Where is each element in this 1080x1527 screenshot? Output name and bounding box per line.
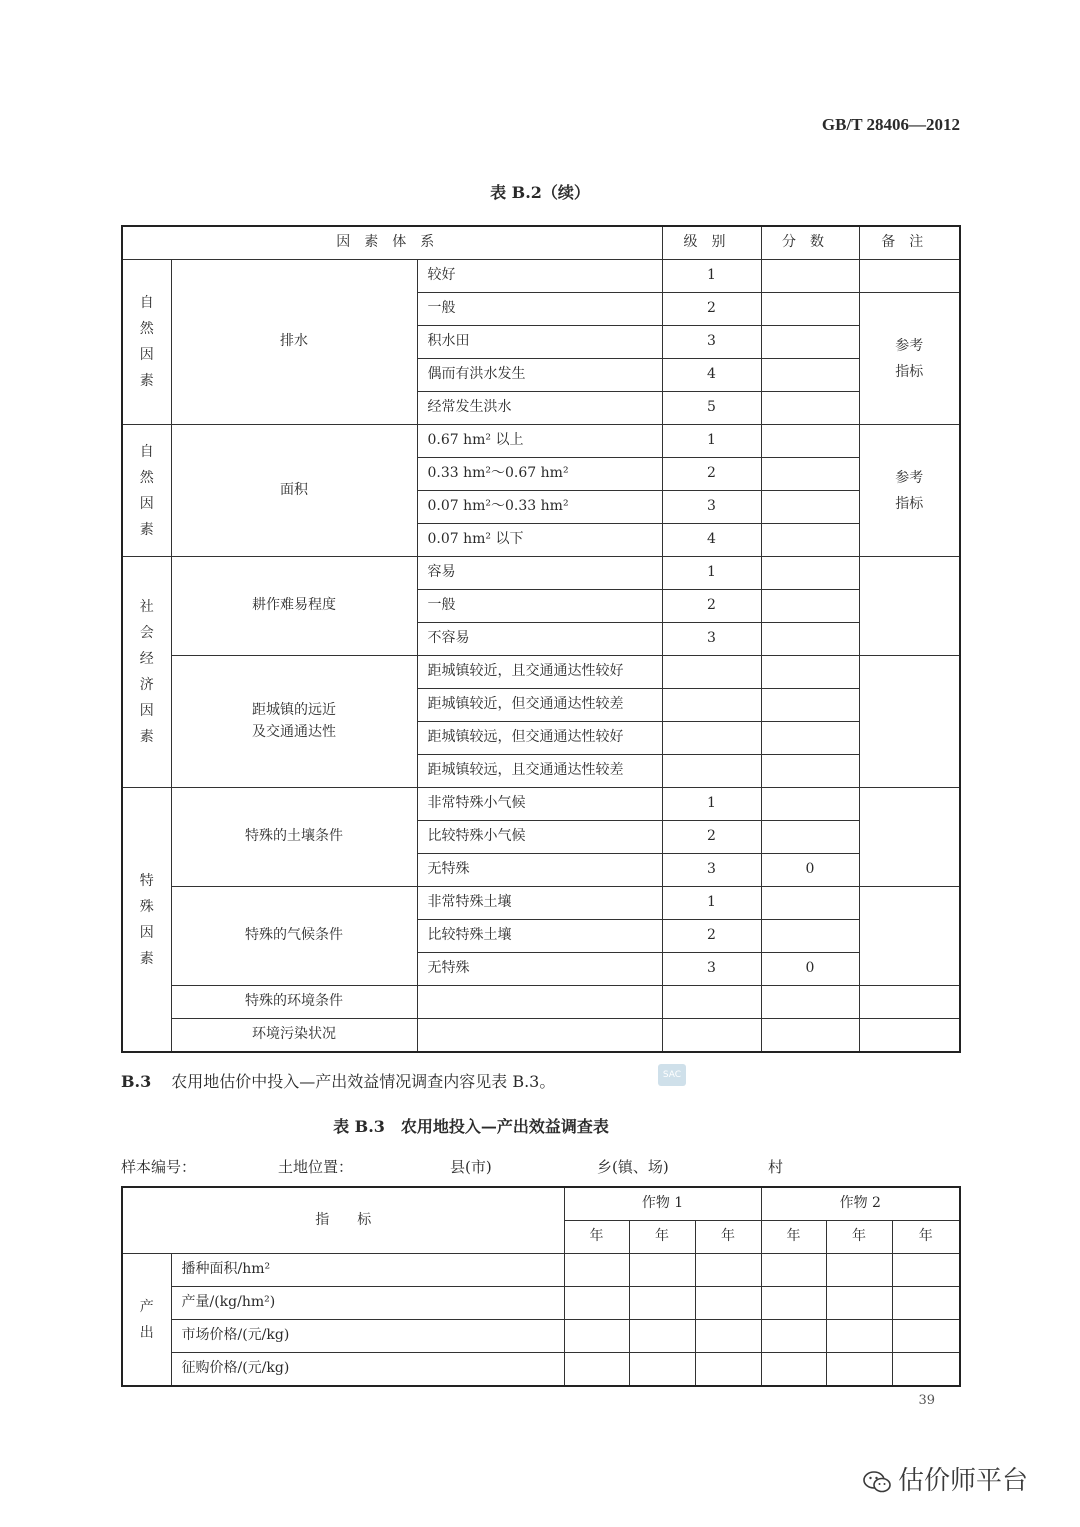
table-row: 比较特殊小气候 [417,821,662,854]
level-cell: 3 [662,491,761,524]
page-number: 39 [918,1393,935,1408]
score-cell: 0 [761,953,859,986]
table-row: 偶而有洪水发生 [417,359,662,392]
score-cell: 0 [761,854,859,887]
header-year: 年 [564,1221,629,1254]
score-cell [761,689,859,722]
table-row: 非常特殊土壤 [417,887,662,920]
table-row: 经常发生洪水 [417,392,662,425]
table-row: 距城镇较近，但交通通达性较差 [417,689,662,722]
score-cell [761,986,859,1019]
remark-cell [859,260,960,293]
factor-drainage: 排水 [171,260,417,425]
table-row: 0.07 hm² 以下 [417,524,662,557]
header-crop1: 作物 1 [564,1187,761,1221]
watermark-text: 估价师平台 [898,1466,1029,1496]
level-cell [662,986,761,1019]
table-row: 距城镇较远，但交通通达性较好 [417,722,662,755]
header-year: 年 [629,1221,695,1254]
group-social: 社会经济因素 [122,557,171,788]
level-cell: 2 [662,920,761,953]
header-score: 分数 [761,226,859,260]
table-row: 播种面积/hm² [171,1254,564,1287]
remark-cell [859,656,960,788]
score-cell [761,788,859,821]
score-cell [761,1019,859,1053]
factor-environment: 特殊的环境条件 [171,986,417,1019]
header-level: 级别 [662,226,761,260]
score-cell [761,458,859,491]
header-factor-system: 因素体系 [122,226,662,260]
group-output: 产出 [122,1254,171,1387]
level-cell: 1 [662,557,761,590]
score-cell [761,920,859,953]
score-cell [761,260,859,293]
factor-distance [171,656,417,788]
header-indicator: 指 标 [122,1187,564,1254]
score-cell [761,755,859,788]
table-row: 一般 [417,293,662,326]
score-cell [761,524,859,557]
table-row: 无特殊 [417,854,662,887]
table-b2 [121,225,961,1053]
table-row: 0.33 hm²～0.67 hm² [417,458,662,491]
sac-stamp-icon: SAC [658,1064,686,1086]
level-cell: 1 [662,425,761,458]
section-text: 农用地估价中投入—产出效益情况调查内容见表 B.3。 [171,1072,556,1091]
meta-sample-no: 样本编号： [121,1158,197,1176]
remark-cell [859,557,960,656]
remark-cell [859,1019,960,1053]
table-row: 距城镇较远，且交通通达性较差 [417,755,662,788]
level-cell: 3 [662,953,761,986]
section-b3-paragraph [121,1069,555,1092]
table-row: 积水田 [417,326,662,359]
table-row: 容易 [417,557,662,590]
meta-county: 县(市) [450,1158,492,1176]
remark-reference: 参考指标 [859,293,960,425]
level-cell [662,689,761,722]
meta-location: 土地位置： [278,1158,354,1176]
factor-cultivation: 耕作难易程度 [171,557,417,656]
level-cell: 2 [662,821,761,854]
table-row: 0.67 hm² 以上 [417,425,662,458]
score-cell [761,392,859,425]
level-cell [662,722,761,755]
meta-village: 村 [768,1158,784,1176]
watermark [862,1460,1028,1497]
level-cell: 3 [662,326,761,359]
factor-pollution: 环境污染状况 [171,1019,417,1053]
level-cell: 2 [662,458,761,491]
factor-area: 面积 [171,425,417,557]
level-cell: 4 [662,359,761,392]
factor-soil: 特殊的土壤条件 [171,788,417,887]
header-year: 年 [761,1221,826,1254]
section-number: B.3 [121,1072,152,1091]
level-cell: 2 [662,293,761,326]
score-cell [761,425,859,458]
table-b2-caption: 表 B.2（续） [490,183,590,202]
table-b3-caption: 表 B.3 农用地投入—产出效益调查表 [333,1117,609,1136]
meta-township: 乡(镇、场) [597,1158,669,1176]
table-b3 [121,1186,961,1387]
score-cell [761,821,859,854]
table-row: 距城镇较近，且交通通达性较好 [417,656,662,689]
factor-distance-line2: 及交通通达性 [252,723,336,740]
score-cell [761,326,859,359]
header-year: 年 [892,1221,960,1254]
level-cell: 2 [662,590,761,623]
table-row: 征购价格/(元/kg) [171,1353,564,1387]
score-cell [761,656,859,689]
table-row: 较好 [417,260,662,293]
factor-distance-line1: 距城镇的远近 [252,702,336,719]
remark-cell [859,788,960,887]
table-row: 市场价格/(元/kg) [171,1320,564,1353]
header-year: 年 [826,1221,892,1254]
score-cell [761,557,859,590]
standard-number: GB/T 28406—2012 [821,115,960,134]
level-cell: 4 [662,524,761,557]
item-cell [417,986,662,1019]
remark-cell [859,887,960,986]
score-cell [761,590,859,623]
item-cell [417,1019,662,1053]
level-cell: 3 [662,623,761,656]
score-cell [761,359,859,392]
table-row: 产量/(kg/hm²) [171,1287,564,1320]
factor-climate: 特殊的气候条件 [171,887,417,986]
header-crop2: 作物 2 [761,1187,960,1221]
remark-reference: 参考指标 [859,425,960,557]
header-year: 年 [695,1221,761,1254]
table-row: 无特殊 [417,953,662,986]
level-cell: 1 [662,788,761,821]
group-special: 特殊因素 [122,788,171,1053]
table-row: 不容易 [417,623,662,656]
level-cell: 5 [662,392,761,425]
score-cell [761,491,859,524]
level-cell: 3 [662,854,761,887]
level-cell [662,656,761,689]
header-remark: 备注 [859,226,960,260]
score-cell [761,722,859,755]
table-row: 0.07 hm²～0.33 hm² [417,491,662,524]
level-cell: 1 [662,887,761,920]
remark-cell [859,986,960,1019]
level-cell [662,1019,761,1053]
group-natural-1: 自然因素 [122,260,171,425]
group-natural-2: 自然因素 [122,425,171,557]
table-row: 比较特殊土壤 [417,920,662,953]
level-cell [662,755,761,788]
score-cell [761,293,859,326]
table-row: 非常特殊小气候 [417,788,662,821]
score-cell [761,623,859,656]
table-row: 一般 [417,590,662,623]
level-cell: 1 [662,260,761,293]
score-cell [761,887,859,920]
wechat-icon [862,1470,892,1494]
